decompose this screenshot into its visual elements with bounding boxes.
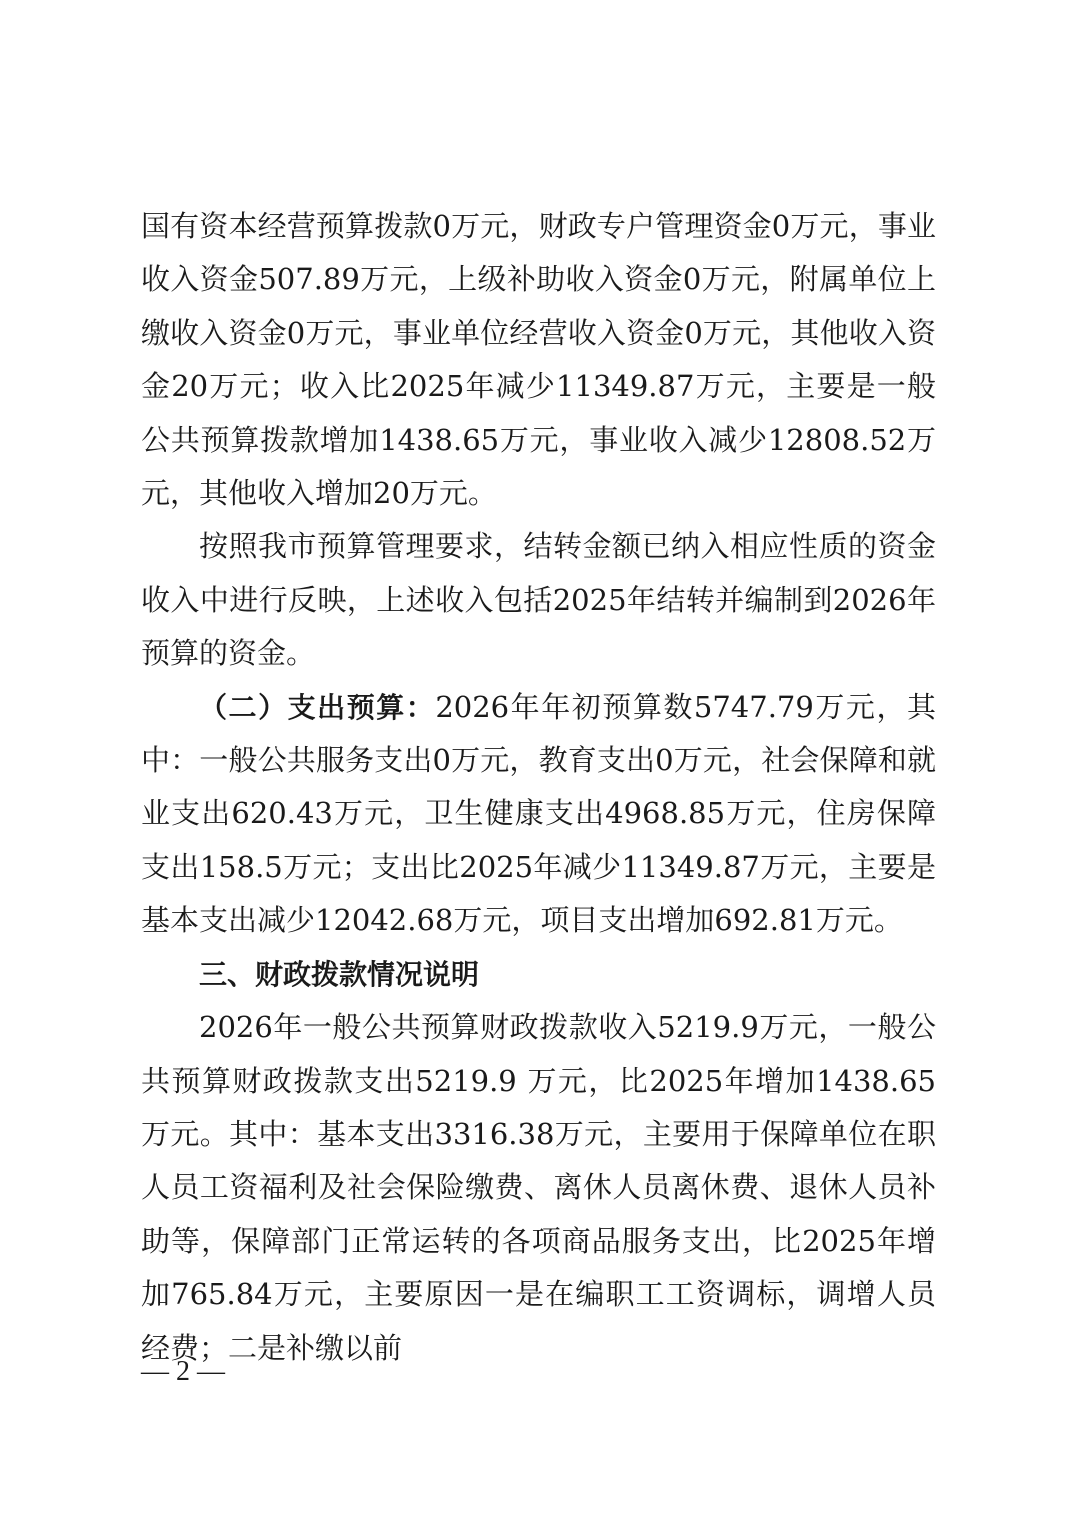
section-heading-fiscal-appropriation: 三、财政拨款情况说明 [199, 957, 480, 991]
paragraph-income-detail: 国有资本经营预算拨款0万元，财政专户管理资金0万元，事业收入资金507.89万元，上级补助收入资金0万元，附属单位上缴收入资金0万元，事业单位经营收入资金0万元，其他收入资金20万元；收入比2025年减少11349.87万元，主要是一般公共预算拨款增加1438.65万元，事业收入减少12808.52万元，其他收入增加20万元。 [141, 209, 936, 511]
paragraph-fiscal-appropriation: 2026年一般公共预算财政拨款收入5219.9万元，一般公共预算财政拨款支出5219.9 万元，比2025年增加1438.65万元。其中：基本支出3316.38万元，主要用于保障单位在职人员工资福利及社会保险缴费、离休人员离休费、退休人员补助等，保障部门正常运转的各项商品服务支出，比2025年增加765.84万元，主要原因一是在编职工工资调标，调增人员经费；二是补缴以前 [141, 1010, 936, 1365]
expenditure-budget-text: 2026年年初预算数5747.79万元，其中：一般公共服务支出0万元，教育支出0万元，社会保障和就业支出620.43万元，卫生健康支出4968.85万元，住房保障支出158.5万元；支出比2025年减少11349.87万元，主要是基本支出减少12042.68万元，项目支出增加692.81万元。 [141, 689, 936, 938]
page-number: — 2 — [141, 1356, 225, 1387]
body-text [141, 200, 936, 1375]
expenditure-budget-lead: （二）支出预算： [199, 690, 436, 724]
paragraph-carryover-note: 按照我市预算管理要求，结转金额已纳入相应性质的资金收入中进行反映，上述收入包括2025年结转并编制到2026年预算的资金。 [141, 529, 936, 671]
paragraph-expenditure-budget [141, 681, 936, 948]
